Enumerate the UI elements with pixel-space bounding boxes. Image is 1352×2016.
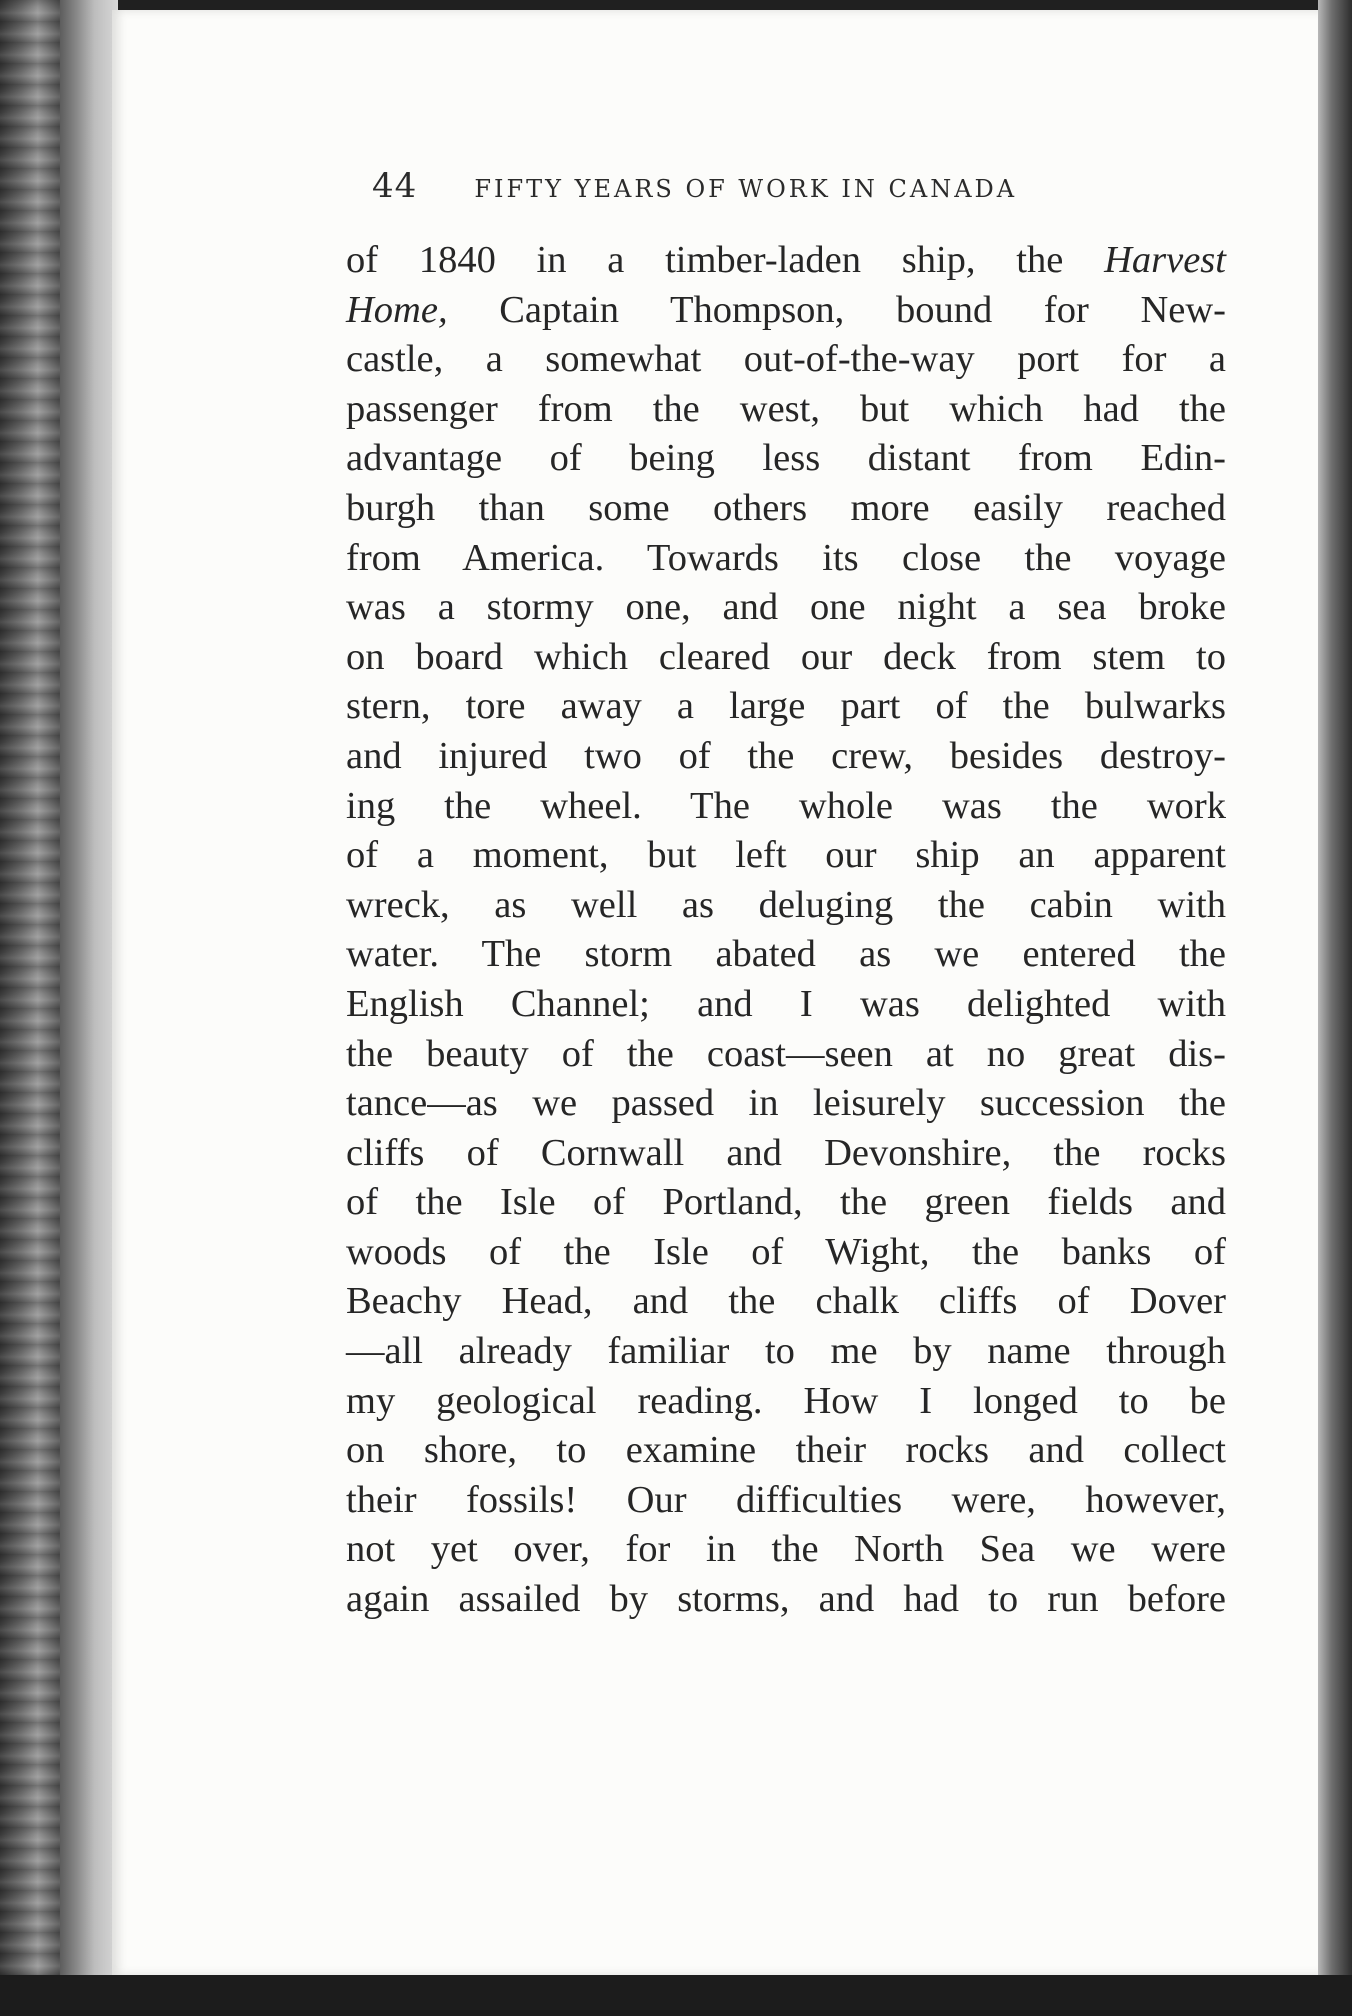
text-line: [346, 236, 1226, 286]
body-text: [346, 236, 1226, 1625]
page-right-edge: [1318, 0, 1352, 2016]
text-line: [346, 335, 1226, 385]
text-line-plain: the beauty of the coast—seen at no great dis-: [346, 1032, 1226, 1075]
text-line-plain: was a stormy one, and one night a sea broke: [346, 586, 1226, 629]
previous-page-edges: [0, 0, 60, 2016]
text-line-plain: and injured two of the crew, besides destroy-: [346, 734, 1226, 777]
text-line: [346, 782, 1226, 832]
text-line: [346, 930, 1226, 980]
text-line-plain: their fossils! Our difficulties were, however,: [346, 1478, 1226, 1521]
running-title: FIFTY YEARS OF WORK IN CANADA: [474, 175, 1018, 203]
text-line: [346, 1525, 1226, 1575]
text-line-plain: English Channel; and I was delighted with: [346, 982, 1226, 1025]
text-line: [346, 1129, 1226, 1179]
page-number: 44: [372, 166, 418, 206]
text-line: [346, 286, 1226, 336]
text-line-plain: advantage of being less distant from Edin-: [346, 437, 1226, 480]
text-line: [346, 1228, 1226, 1278]
text-line-plain: ing the wheel. The whole was the work: [346, 784, 1226, 827]
text-line: [346, 385, 1226, 435]
text-line: [346, 434, 1226, 484]
text-line: [346, 1575, 1226, 1625]
text-line-plain-after: Captain Thompson, bound for New-: [447, 288, 1226, 331]
text-line: [346, 534, 1226, 584]
text-line-plain: my geological reading. How I longed to be: [346, 1379, 1226, 1422]
text-line: [346, 1426, 1226, 1476]
text-line: [346, 1476, 1226, 1526]
text-line: [346, 1377, 1226, 1427]
text-line-plain: of 1840 in a timber-laden ship, the: [346, 239, 1105, 281]
text-line: [346, 732, 1226, 782]
text-line: [346, 1277, 1226, 1327]
text-line-plain: wreck, as well as deluging the cabin with: [346, 883, 1226, 926]
text-line-plain: on board which cleared our deck from stem to: [346, 635, 1226, 678]
text-line-plain: Beachy Head, and the chalk cliffs of Dover: [346, 1280, 1226, 1323]
text-line-plain: cliffs of Cornwall and Devonshire, the rocks: [346, 1131, 1226, 1174]
text-line-plain: again assailed by storms, and had to run before: [346, 1578, 1226, 1621]
text-line: [346, 682, 1226, 732]
text-line: [346, 583, 1226, 633]
text-line-plain: of a moment, but left our ship an apparent: [346, 834, 1226, 877]
text-line-italic: Harvest: [1104, 239, 1226, 281]
text-line-plain: of the Isle of Portland, the green fields and: [346, 1181, 1226, 1224]
text-line-plain: not yet over, for in the North Sea we were: [346, 1528, 1226, 1571]
text-line-plain: burgh than some others more easily reached: [346, 486, 1226, 529]
text-line-plain: passenger from the west, but which had the: [346, 387, 1226, 430]
text-line: [346, 881, 1226, 931]
text-line: [346, 633, 1226, 683]
text-line-plain: tance—as we passed in leisurely succession the: [346, 1082, 1226, 1125]
text-line-plain: on shore, to examine their rocks and collect: [346, 1429, 1226, 1472]
text-line-plain: castle, a somewhat out-of-the-way port for a: [346, 338, 1226, 381]
book-binding-gutter: [0, 0, 118, 2016]
text-line-plain: water. The storm abated as we entered the: [346, 933, 1226, 976]
text-line-plain: stern, tore away a large part of the bulwarks: [346, 685, 1226, 728]
text-line: [346, 1327, 1226, 1377]
text-line: [346, 980, 1226, 1030]
text-line-plain: from America. Towards its close the voyage: [346, 536, 1226, 579]
text-line: [346, 1178, 1226, 1228]
text-line-italic: Home,: [346, 288, 448, 331]
text-line: [346, 484, 1226, 534]
text-line-plain: woods of the Isle of Wight, the banks of: [346, 1230, 1226, 1273]
text-line-plain: —all already familiar to me by name through: [346, 1330, 1226, 1373]
text-line: [346, 1079, 1226, 1129]
running-header: [372, 166, 1116, 206]
text-line: [346, 831, 1226, 881]
text-line: [346, 1030, 1226, 1080]
scan-bottom-border: [0, 1975, 1352, 2016]
